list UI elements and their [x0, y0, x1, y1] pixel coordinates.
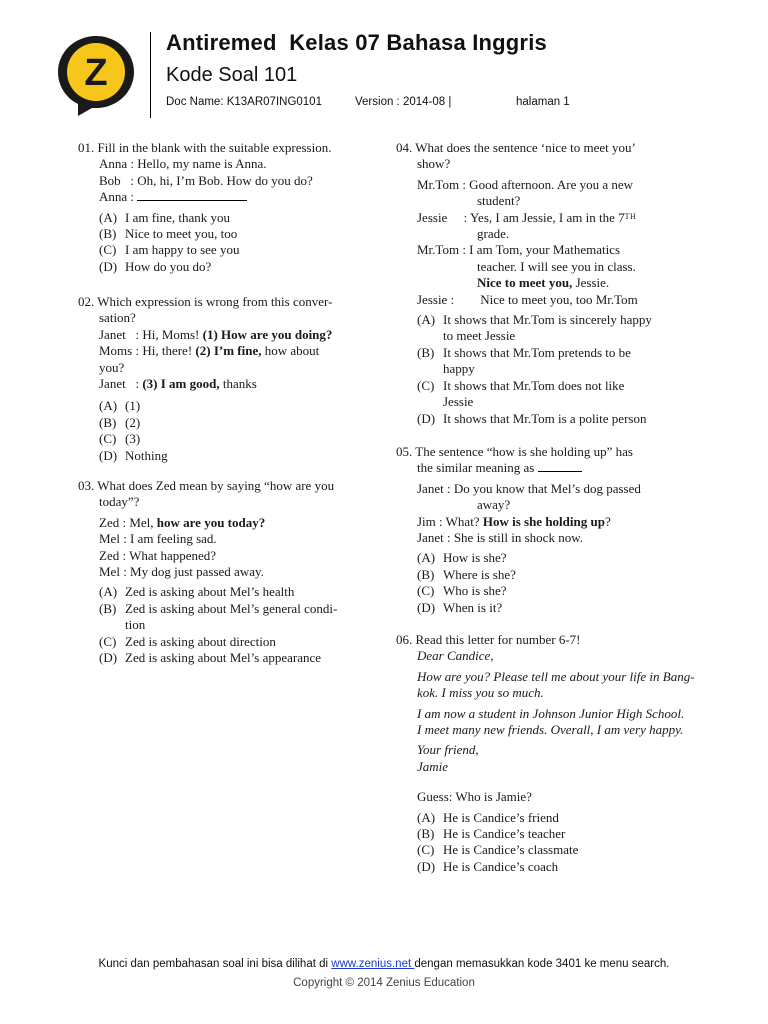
q4-line-2b: grade. — [477, 226, 510, 242]
question-2 — [78, 294, 378, 464]
q4-line-1b: student? — [477, 193, 521, 209]
q3-option-b-cont: tion — [125, 617, 146, 633]
q6-option-b[interactable]: (B) He is Candice’s teacher — [417, 826, 566, 842]
q3-line-1a: Zed : Mel, — [99, 514, 157, 530]
q3-option-d[interactable]: (D) Zed is asking about Mel’s appearance — [99, 650, 322, 666]
question-3 — [78, 478, 378, 666]
q6-options — [396, 810, 696, 876]
q6-option-c[interactable]: (C) He is Candice’s classmate — [417, 842, 579, 858]
q1-line-3: Anna : — [99, 189, 138, 205]
q1-line-2: Bob : Oh, hi, I’m Bob. How do you do? — [99, 172, 313, 188]
q2-line-3b: (3) I am good, — [142, 376, 220, 392]
footer-text-post: dengan memasukkan kode 3401 ke menu search. — [414, 958, 670, 970]
q2-option-c[interactable]: (C) (3) — [99, 431, 141, 447]
q1-text: Fill in the blank with the suitable expression. — [97, 140, 332, 155]
q3-text-cont: today”? — [99, 494, 140, 510]
q4-option-a-cont: to meet Jessie — [443, 328, 516, 344]
letter-greeting: Dear Candice, — [417, 648, 494, 664]
q6-text: Read this letter for number 6-7! — [415, 632, 581, 647]
q5-option-a[interactable]: (A) How is she? — [417, 550, 507, 566]
q4-line-1: Mr.Tom : Good afternoon. Are you a new — [417, 176, 634, 192]
page-subtitle: Kode Soal 101 — [166, 64, 298, 86]
q4-number: 04. — [396, 140, 413, 155]
q2-option-d[interactable]: (D) Nothing — [99, 447, 168, 463]
letter-p2a: I am now a student in Johnson Junior High School. — [417, 705, 685, 721]
q2-line-1b: (1) How are you doing? — [202, 326, 333, 342]
q2-line-2d: you? — [99, 359, 125, 375]
q2-number: 02. — [78, 294, 95, 309]
doc-version: Version : 2014-08 | — [355, 96, 452, 108]
q4-option-d[interactable]: (D) It shows that Mr.Tom is a polite person — [417, 410, 647, 426]
q1-number: 01. — [78, 140, 95, 155]
q6-option-a[interactable]: (A) He is Candice’s friend — [417, 809, 559, 825]
page-title: Antiremed Kelas 07 Bahasa Inggris — [166, 30, 547, 55]
q2-line-2a: Moms : Hi, there! — [99, 343, 196, 359]
zenius-logo — [54, 32, 138, 116]
q6-option-d[interactable]: (D) He is Candice’s coach — [417, 858, 559, 874]
q6-number: 06. — [396, 632, 413, 647]
q5-option-b[interactable]: (B) Where is she? — [417, 566, 516, 582]
q1-option-d[interactable]: (D) How do you do? — [99, 258, 212, 274]
q2-line-2b: (2) I’m fine, — [195, 343, 262, 359]
letter-closing: Your friend, — [417, 742, 479, 758]
q5-options — [396, 550, 696, 616]
q3-line-1b: how are you today? — [156, 514, 266, 530]
q3-option-b[interactable]: (B) Zed is asking about Mel’s general condi- — [99, 600, 338, 616]
q5-option-d[interactable]: (D) When is it? — [417, 599, 503, 615]
question-5 — [396, 444, 696, 616]
letter-body — [396, 648, 696, 775]
q2-line-3a: Janet : — [99, 376, 143, 392]
q3-option-a[interactable]: (A) Zed is asking about Mel’s health — [99, 584, 295, 600]
q3-line-4: Mel : My dog just passed away. — [99, 564, 264, 580]
q5-line-2b: How is she holding up — [482, 513, 605, 529]
q4-line-4: Jessie : Nice to meet you, too Mr.Tom — [417, 291, 638, 307]
question-4 — [396, 140, 696, 427]
q1-line-1: Anna : Hello, my name is Anna. — [99, 156, 267, 172]
q2-text-cont: sation? — [99, 310, 136, 326]
answer-blank — [137, 190, 247, 201]
q5-line-2a: Jim : What? — [417, 513, 483, 529]
q2-line-3c: thanks — [219, 376, 257, 392]
q2-text: Which expression is wrong from this conver- — [97, 294, 333, 309]
q5-line-1b: away? — [477, 497, 511, 513]
q5-line-1: Janet : Do you know that Mel’s dog passed — [417, 480, 641, 496]
q4-line-3c: Nice to meet you, — [477, 275, 573, 291]
q4-text: What does the sentence ‘nice to meet you’ — [415, 140, 636, 155]
q4-line-2: Jessie : Yes, I am Jessie, I am in the 7 — [417, 209, 625, 225]
q4-line-3d: Jessie. — [572, 275, 610, 291]
q1-option-a[interactable]: (A) I am fine, thank you — [99, 209, 231, 225]
footer-note — [0, 958, 768, 970]
q4-option-c-cont: Jessie — [443, 394, 474, 410]
doc-name: Doc Name: K13AR07ING0101 — [166, 96, 322, 108]
q1-option-c[interactable]: (C) I am happy to see you — [99, 242, 240, 258]
q3-number: 03. — [78, 478, 95, 493]
q4-options — [396, 312, 696, 427]
q5-text-cont: the similar meaning as — [417, 460, 538, 476]
page-number: halaman 1 — [516, 96, 570, 108]
q4-text-cont: show? — [417, 156, 451, 172]
q2-line-1a: Janet : Hi, Moms! — [99, 326, 203, 342]
q4-line-2-sup: TH — [624, 211, 637, 221]
footer-text-pre: Kunci dan pembahasan soal ini bisa dilihat di — [98, 958, 332, 970]
copyright: Copyright © 2014 Zenius Education — [293, 977, 475, 989]
q5-text: The sentence “how is she holding up” has — [415, 444, 633, 459]
letter-p1a: How are you? Please tell me about your life in Bang- — [417, 668, 695, 684]
zenius-link[interactable]: www.zenius.net — [331, 958, 415, 970]
q5-number: 05. — [396, 444, 413, 459]
header-divider — [150, 32, 151, 118]
q4-option-b-cont: happy — [443, 361, 475, 377]
q3-line-2: Mel : I am feeling sad. — [99, 531, 217, 547]
q4-line-3: Mr.Tom : I am Tom, your Mathematics — [417, 242, 621, 258]
q2-option-b[interactable]: (B) (2) — [99, 414, 141, 430]
q3-text: What does Zed mean by saying “how are you — [97, 478, 335, 493]
q2-option-a[interactable]: (A) (1) — [99, 398, 141, 414]
answer-blank — [538, 461, 582, 472]
q5-line-2c: ? — [604, 513, 611, 529]
q6-question: Guess: Who is Jamie? — [417, 789, 532, 805]
q3-line-3: Zed : What happened? — [99, 547, 217, 563]
letter-p1b: kok. I miss you so much. — [417, 685, 544, 701]
q3-options — [78, 584, 378, 666]
q4-line-3b: teacher. I will see you in class. — [477, 258, 636, 274]
q1-options — [78, 210, 378, 276]
q5-option-c[interactable]: (C) Who is she? — [417, 583, 507, 599]
question-6 — [396, 632, 696, 875]
q3-option-c[interactable]: (C) Zed is asking about direction — [99, 633, 276, 649]
q2-line-2c: how about — [261, 343, 320, 359]
q2-options — [78, 398, 378, 464]
q1-option-b[interactable]: (B) Nice to meet you, too — [99, 226, 238, 242]
logo-letter: Z — [84, 52, 108, 94]
letter-signature: Jamie — [417, 758, 449, 774]
q4-option-b[interactable]: (B) It shows that Mr.Tom pretends to be — [417, 344, 631, 360]
q4-option-c[interactable]: (C) It shows that Mr.Tom does not like — [417, 377, 625, 393]
question-1 — [78, 140, 378, 275]
letter-p2b: I meet many new friends. Overall, I am very happy. — [417, 722, 684, 738]
q5-line-3: Janet : She is still in shock now. — [417, 530, 583, 546]
q4-option-a[interactable]: (A) It shows that Mr.Tom is sincerely happy — [417, 312, 652, 328]
